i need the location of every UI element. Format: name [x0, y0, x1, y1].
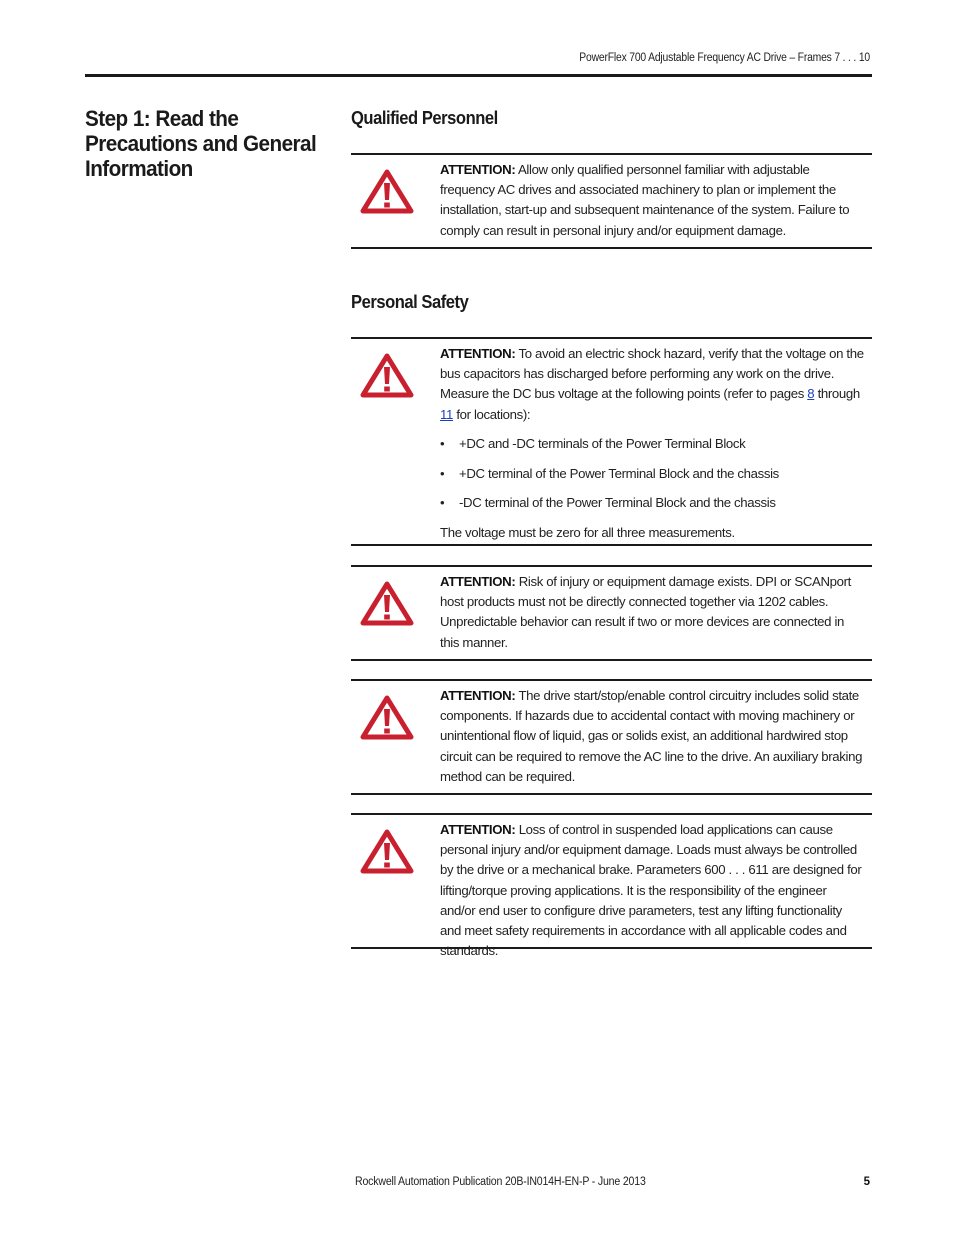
attention-text	[440, 686, 864, 787]
attention-text	[440, 572, 864, 653]
warning-triangle-icon	[359, 693, 415, 741]
attention-box-shock-hazard	[351, 337, 872, 546]
attention-box-suspended-load	[351, 813, 872, 959]
list-item: • +DC and -DC terminals of the Power Terminal Block	[440, 434, 864, 454]
attention-body: The drive start/stop/enable control circuitry includes solid state components. If hazards due to accidental contact with moving machinery or unintentional flow of liquid, gas or solids exist, an additional hardwired stop circuit can be required to remove the AC line to the drive. An auxiliary braking method can be required.	[440, 688, 863, 784]
attention-label: ATTENTION:	[440, 688, 516, 703]
header-rule	[85, 74, 872, 77]
list-item: • -DC terminal of the Power Terminal Block and the chassis	[440, 493, 864, 513]
attention-box-qualified	[351, 153, 872, 249]
attention-body-between: through	[817, 386, 860, 402]
section-heading-personal-safety: Personal Safety	[351, 292, 469, 312]
attention-body-after: for locations):	[456, 406, 531, 422]
attention-text	[440, 344, 864, 543]
attention-box-control-circuitry	[351, 679, 872, 795]
warning-triangle-icon	[359, 827, 415, 875]
list-item: • +DC terminal of the Power Terminal Block and the chassis	[440, 464, 864, 484]
attention-label: ATTENTION:	[440, 574, 516, 589]
page-number: 5	[863, 1176, 870, 1188]
warning-triangle-icon	[359, 167, 415, 215]
warning-triangle-icon	[359, 579, 415, 627]
step-title: Step 1: Read the Precautions and General Information	[85, 106, 317, 181]
section-heading-qualified-personnel: Qualified Personnel	[351, 108, 498, 128]
attention-body: Allow only qualified personnel familiar with adjustable frequency AC drives and associated machinery to plan or implement the installation, start-up and subsequent maintenance of the system. Failure to comply can result in personal injury and/or equipment damage.	[440, 162, 850, 238]
attention-label: ATTENTION:	[440, 822, 516, 837]
attention-label: ATTENTION:	[440, 162, 516, 177]
attention-text	[440, 160, 864, 241]
page-link-8[interactable]: 8	[807, 386, 815, 402]
warning-triangle-icon	[359, 351, 415, 399]
attention-body: Loss of control in suspended load applications can cause personal injury and/or equipment damage. Loads must always be controlled by the drive or a mechanical brake. Parameters 600 . . . 611 are designed for lifting/torque proving applications. It is the responsibility of the engineer and/or end user to configure drive parameters, test any lifting functionality and meet safety requirements in accordance with all applicable codes and standards.	[440, 822, 862, 959]
attention-text	[440, 820, 864, 961]
running-header: PowerFlex 700 Adjustable Frequency AC Drive – Frames 7 . . . 10	[579, 52, 870, 64]
attention-body: Risk of injury or equipment damage exists. DPI or SCANport host products must not be directly connected together via 1202 cables. Unpredictable behavior can result if two or more devices are connected in this manner.	[440, 574, 851, 650]
page-link-11[interactable]: 11	[440, 406, 453, 422]
measurement-points-list	[440, 434, 864, 514]
attention-label: ATTENTION:	[440, 346, 516, 361]
attention-body: To avoid an electric shock hazard, verify that the voltage on the bus capacitors has discharged before performing any work on the drive. Measure the DC bus voltage at the following points (refer to pages	[440, 346, 864, 402]
attention-box-dpi-scanport	[351, 565, 872, 661]
footer-publication: Rockwell Automation Publication 20B-IN014H-EN-P - June 2013	[355, 1176, 646, 1188]
attention-closing: The voltage must be zero for all three measurements.	[440, 525, 735, 541]
